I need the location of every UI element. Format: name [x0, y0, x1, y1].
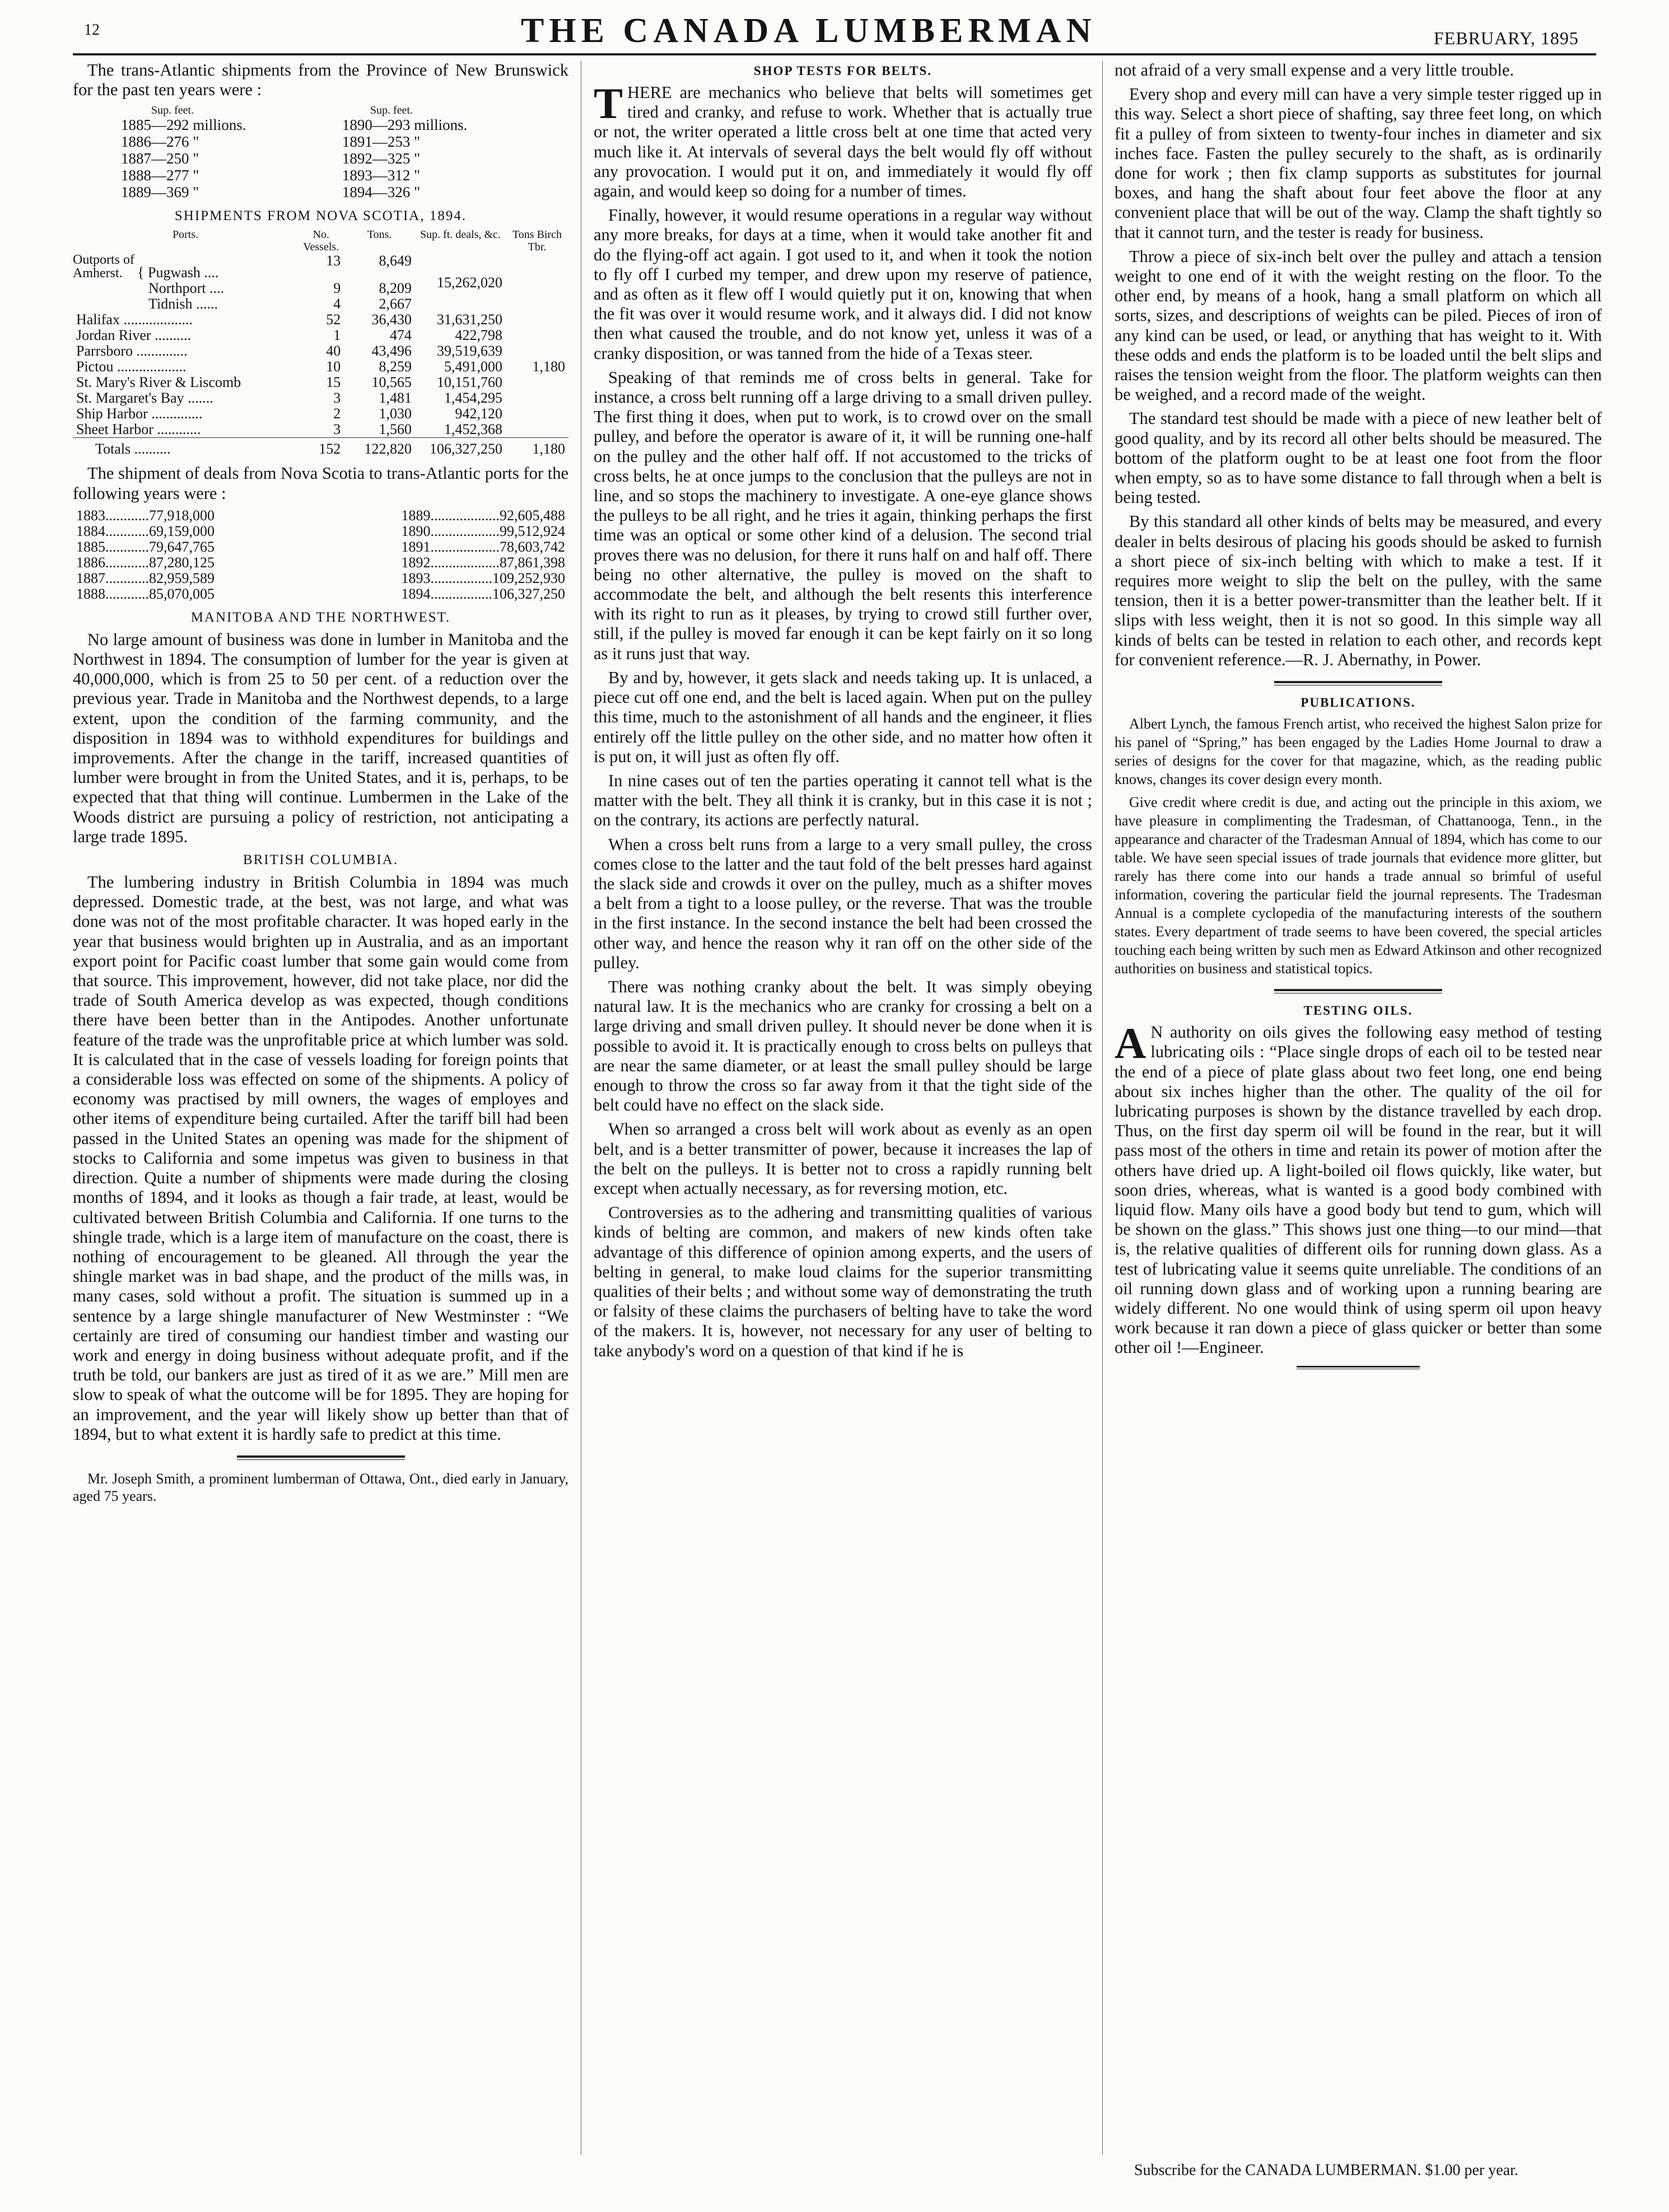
manitoba-paragraph: No large amount of business was done in lumber in Manitoba and the Northwest in 1894. The consumption of lumber for the year is given at 40,000,000, which is from 25 to 50 per cent. of a reduction over the previous year. Trade in Manitoba and the Northwest depends, to a large extent, upon the condition of the farming community, and the disposition in 1894 was to withhold expenditures for buildings and improvements. After the change in the tariff, increased quantities of lumber were brought in from the United States, and it is, perhaps, to be expected that that thing will continue. Lumbermen in the Lake of the Woods district are pursuing a policy of restriction, not anticipating a large trade 1895. [73, 629, 568, 846]
birch-cell [506, 328, 568, 343]
group-label: Outports of Amherst. [73, 253, 134, 281]
belts-paragraph [594, 79, 1092, 201]
deals-year: 1892 [401, 554, 431, 571]
birch-cell: 1,180 [532, 441, 565, 458]
issue-date: FEBRUARY, 1895 [1434, 28, 1579, 48]
nb-intro: The trans-Atlantic shipments from the Province of New Brunswick for the past ten years were : [73, 60, 568, 100]
deals-intro: The shipment of deals from Nova Scotia to trans-Atlantic ports for the following years were : [73, 464, 568, 503]
deals-value: 69,159,000 [149, 522, 215, 539]
table-row: Northport .... 9 8,209 [73, 281, 568, 296]
vessels-cell: 10 [326, 358, 341, 375]
belts-paragraph: By and by, however, it gets slack and needs taking up. It is unlaced, a piece cut off one end, and the belt is laced again. When put on the pulley this time, much to the astonishment of all hands and the engineer, it flies entirely off the little pulley on the other side, and no matter how often it is put on, it will just as often fly off. [594, 668, 1092, 766]
deals-value: 82,959,589 [149, 570, 215, 586]
col-header: Ports. [173, 228, 199, 241]
column-divider [1102, 60, 1103, 2155]
table-row: 1889—369 " 1894—326 " [121, 184, 421, 201]
vessels-cell: 13 [326, 253, 341, 269]
deals-value: 109,252,930 [492, 570, 565, 586]
section-divider [1297, 1366, 1420, 1369]
nb-value: 277 " [166, 167, 199, 184]
port-name: Sheet Harbor [76, 421, 153, 438]
tons-cell: 474 [390, 327, 412, 344]
deals-value: 77,918,000 [149, 507, 215, 524]
table-row: Outports of Amherst. { Pugwash .... 13 8,649 15,262,020 [73, 253, 568, 281]
tons-cell: 8,209 [379, 280, 412, 297]
birch-cell [506, 312, 568, 328]
header-rule [73, 53, 1596, 55]
publications-paragraph: Give credit where credit is due, and acting out the principle in this axiom, we have pleasure in complimenting the Tradesman, of Chattanooga, Tenn., in the appearance and character of the Tradesman Annual of 1894, which has come to our table. We have seen special issues of trade journals that evidence more glitter, but rarely has there come into our hands a trade annual so brimful of useful information, covering the particular field the journal represents. The Tradesman Annual is a complete cyclopedia of the manufacturing interests of the southern states. Every department of trade seems to have been covered, the special articles touching each being written by such men as Edward Atkinson and other recognized authorities on business and statistical topics. [1115, 794, 1602, 977]
deals-year: 1888 [76, 585, 105, 602]
vessels-cell: 15 [326, 374, 341, 391]
table-row [73, 375, 568, 390]
nb-value: 312 " [387, 167, 421, 184]
table-row: Halifax ................... 52 36,430 31,631,250 [73, 312, 568, 328]
birch-cell: 1,180 [532, 358, 565, 375]
port-name: Jordan River [76, 327, 151, 344]
vessels-cell: 1 [333, 327, 341, 344]
port-name: Pictou [76, 358, 114, 375]
vessels-cell: 4 [333, 296, 341, 312]
deals-year: 1883 [76, 507, 105, 524]
deals-cell: 106,327,250 [430, 441, 502, 458]
belts-paragraph: Speaking of that reminds me of cross belts in general. Take for instance, a cross belt running off a large driving to a small driven pulley. The first thing it does, when put to work, is to crowd over on the small pulley, and before the operator is aware of it, it will be running one-half on the pulley and the other half off. If not accustomed to the tricks of cross belts, he at once jumps to the conclusion that the pulleys are not in line, and so stops the machinery to investigate. A one-eye glance shows the pulleys to be all right, and he tries it again, thinking perhaps the first time was an optical or some other kind of a delusion. The second trial proves there was no delusion, for there it runs half on and half off. There being no other alternative, the pulley is moved on the shaft to accommodate the belt, and although the belt resents this interference with its right to run as it pleases, by trying to crowd still further over, still, if the pulley is moved far enough it can be kept fairly on it so long as it runs just that way. [594, 367, 1092, 663]
nb-year: 1887 [121, 150, 151, 167]
tons-cell: 1,481 [379, 390, 412, 407]
nb-value: 292 millions. [166, 116, 246, 134]
publications-heading: PUBLICATIONS. [1300, 696, 1416, 710]
bc-paragraph: The lumbering industry in British Columbia in 1894 was much depressed. Domestic trade, at the best, was not large, and what was done was not of the most profitable character. It was hoped early in the year that business would brighten up in Australia, and as an important export point for Pacific coast lumber that some gain would come from that source. This improvement, however, did not take place, nor did the trade of South America develop as was expected, though conditions there have been better than in the Antipodes. Another unfortunate feature of the trade was the unprofitable price at which lumber was sold. It is calculated that in the case of vessels loading for foreign points that a considerable loss was effected on some of the shipments. A policy of economy was practised by mill owners, the wages of employes and other items of expenditure being curtailed. After the tariff bill had been passed in the United States an opening was made for the shipment of stocks to California and some impetus was given to business in that direction. Quite a number of shipments were made during the closing months of 1894, and it looks as though a fair trade, at least, would be cultivated between British Columbia and California. If one turns to the shingle trade, which is a large item of manufacture on the coast, there is nothing of encouragement to be gleaned. All through the year the shingle market was in bad shape, and the product of the mills was, in many cases, sold without a profit. The situation is summed up in a sentence by a large shingle manufacturer of New Westminster : “We certainly are tired of consuming our handiest timber and wasting our work and energy in doing business without adequate profit, and if the truth be told, our bankers are just as tired of it as we are.” Mill men are slow to speak of what the outcome will be for 1895. They are hoping for an improvement, and the year will likely show up better than that of 1894, but to what extent it is hardly safe to predict at this time. [73, 872, 568, 1444]
manitoba-heading: MANITOBA AND THE NORTHWEST. [190, 609, 451, 625]
vessels-cell: 40 [326, 343, 341, 360]
page-header [0, 0, 1669, 53]
column-3 [1115, 60, 1602, 2166]
testing-oils-heading: TESTING OILS. [1303, 1004, 1413, 1018]
vessels-cell: 9 [333, 280, 341, 297]
port-name: Pugwash [147, 264, 201, 281]
deals-year: 1891 [401, 538, 431, 555]
table-row: 1885............79,647,765 1891...................78,603,742 [76, 538, 565, 555]
vessels-cell: 3 [333, 421, 341, 438]
bc-heading: BRITISH COLUMBIA. [243, 852, 399, 868]
deals-value: 92,605,488 [500, 507, 565, 524]
belts-continued-paragraph: Every shop and every mill can have a very simple tester rigged up in this way. Select a short piece of shafting, say three feet long, on which fit a pulley of from sixteen to twenty-four inches in diameter and six inches face. Fasten the pulley securely to the shaft, as is ordinarily done for work ; then fix clamp supports as substitutes for journal boxes, and hang the shaft about four feet above the floor at any convenient place that will be out of the way. Clamp the shaft tightly so that it cannot turn, and the tester is ready for business. [1115, 85, 1602, 242]
table-row: Ship Harbor .............. 2 1,030 942,120 [73, 406, 568, 422]
deals-value: 87,861,398 [500, 554, 565, 571]
nb-year: 1893 [342, 167, 372, 184]
table-row: 1884............69,159,000 1890...................99,512,924 [76, 522, 565, 539]
vessels-cell: 52 [326, 311, 341, 328]
deals-year: 1890 [401, 522, 431, 539]
tons-cell: 1,030 [379, 405, 412, 422]
nb-value: 276 " [166, 133, 199, 151]
deals-value: 78,603,742 [500, 538, 565, 555]
deals-cell: 1,454,295 [444, 390, 502, 407]
vessels-cell: 3 [333, 390, 341, 407]
drop-cap: T [594, 79, 623, 128]
nb-year: 1888 [121, 167, 151, 184]
col-header: Tons Birch Tbr. [512, 228, 562, 254]
deals-year: 1884 [76, 522, 105, 539]
table-row: 1886............87,280,125 1892...................87,861,398 [76, 554, 565, 571]
nb-header-right: Sup. feet. [370, 104, 413, 117]
table-row: Pictou ................... 10 8,259 5,491,000 1,180 [73, 359, 568, 375]
table-row: 1885—292 millions. 1890—293 millions. [121, 116, 468, 134]
vessels-cell: 2 [333, 405, 341, 422]
deals-cell: 15,262,020 [437, 274, 502, 291]
belts-paragraph: When so arranged a cross belt will work about as evenly as an open belt, and is a better transmitter of power, because it increases the lap of the belt on the pulleys. It is better not to cross a rapidly running belt except when actually necessary, as for reversing motion, etc. [594, 1119, 1092, 1198]
nb-header-left: Sup. feet. [151, 104, 194, 117]
tons-cell: 8,649 [379, 253, 412, 269]
section-divider [1274, 989, 1442, 993]
belts-paragraph: There was nothing cranky about the belt. It was simply obeying natural law. It is the mechanics who are cranky for crossing a belt on a large driving and small driven pulley. It should never be done when it is possible to avoid it. It is practically enough to cross belts on pulleys that are near the same diameter, or at least the small pulley should be large enough to throw the cross so far away from it that the tight side of the belt could have no effect on the slack side. [594, 977, 1092, 1115]
port-name: Parrsboro [76, 343, 133, 360]
tons-cell: 1,560 [379, 421, 412, 438]
nb-year: 1892 [342, 150, 372, 167]
deals-cell: 1,452,368 [444, 421, 502, 438]
column-2 [594, 60, 1092, 2166]
nb-year: 1894 [342, 184, 372, 201]
col-header: Tons. [367, 228, 392, 241]
vessels-cell: 152 [319, 441, 341, 458]
nb-year: 1886 [121, 133, 151, 151]
birch-cell [506, 406, 568, 422]
table-row: 1888—277 " 1893—312 " [121, 167, 421, 184]
deals-cell: 5,491,000 [444, 358, 502, 375]
table-row: Jordan River .......... 1 474 422,798 [73, 328, 568, 343]
belts-article-title: SHOP TESTS FOR BELTS. [753, 64, 933, 78]
port-name: St. Margaret's Bay [76, 390, 184, 407]
paragraph-text: N authority on oils gives the following easy method of testing lubricating oils : “Place single drops of each oil to be tested near the end of a piece of plate glass about two feet long, one end being about six inches higher than the other. The quality of the oil for lubricating purposes is shown by the distance travelled by each drop. Thus, on the first day sperm oil will be found in the rear, but it will pass most of the others in time and retain its power of motion after the others have dried up. A light-boiled oil flows quickly, like water, but soon dries, whereas, what is wanted is a good body combined with liquid flow. Many oils have a good body but tend to gum, which will be shown on the glass.” This shows just one thing—to our mind—that is, the relative qualities of different oils for running down glass. As a test of lubricating value it seems quite unreliable. The conditions of an oil running down glass and of working upon a running bearing are widely different. No one would think of using sperm oil upon heavy work because it ran down a piece of glass quicker or better than some other oil !—Engineer. [1115, 1023, 1602, 1357]
deals-cell: 31,631,250 [437, 311, 502, 328]
table-row: 1887—250 " 1892—325 " [121, 150, 421, 167]
table-row: 1886—276 " 1891—253 " [121, 133, 421, 151]
deals-year: 1885 [76, 538, 105, 555]
deals-year: 1894 [401, 585, 431, 602]
nb-value: 369 " [166, 184, 199, 201]
deals-cell: 10,151,760 [437, 374, 502, 391]
ns-shipments-table [73, 228, 568, 457]
port-name: Tidnish [148, 296, 193, 312]
nb-value: 326 " [387, 184, 421, 201]
totals-row: Totals .......... 152 122,820 106,327,250 1,180 [73, 438, 568, 458]
deals-value: 85,070,005 [149, 585, 215, 602]
belts-continued-paragraph: not afraid of a very small expense and a very little trouble. [1115, 60, 1514, 80]
paragraph-text: HERE are mechanics who believe that belts will sometimes get tired and cranky, and refuse to work. Whether that is actually true or not, the writer operated a little cross belt at one time that acted very much like it. At intervals of several days the belt would fly off without any provocation. I would put it on, and immediately it would fly off again, and would keep so doing for a number of times. [594, 83, 1092, 201]
col-header: Sup. ft. deals, &c. [420, 228, 501, 241]
nb-value: 250 " [166, 150, 199, 167]
ns-table-title: SHIPMENTS FROM NOVA SCOTIA, 1894. [174, 208, 467, 224]
belts-paragraph: Finally, however, it would resume operations in a regular way without any more breaks, for days at a time, when it would take another fit and do the flying-off act again. I got used to it, and when it took the notion to fly off I curbed my temper, and drew upon my reserve of patience, and as often as it flew off I would quietly put it on, knowing that when the fit was over it would resume work, and it always did. I did not know then what caused the trouble, and do not know yet, unless it was of a cranky disposition, or was tanned from the hide of a Texas steer. [594, 206, 1092, 363]
nb-year: 1885 [121, 116, 151, 134]
belts-continued-paragraph: Throw a piece of six-inch belt over the pulley and attach a tension weight to one end of it with the weight resting on the floor. To the other end, by means of a hook, hang a small platform on which all sorts, sizes, and descriptions of weights can be piled. Pieces of iron of any kind can be used, or lead, or anything that has weight to it. With these odds and ends the platform is to be loaded until the belt slips and raises the tension weight from the floor. The platform weights can then be weighed, and a record made of the weight. [1115, 246, 1602, 404]
belts-paragraph: In nine cases out of ten the parties operating it cannot tell what is the matter with the belt. They all think it is cranky, but in this case it is not ; on the contrary, its actions are perfectly natural. [594, 771, 1092, 830]
tons-cell: 122,820 [364, 441, 412, 458]
nb-year: 1890 [342, 116, 372, 134]
tons-cell: 2,667 [379, 296, 412, 312]
nb-value: 253 " [387, 133, 421, 151]
deals-year: 1887 [76, 570, 105, 586]
tons-cell: 36,430 [371, 311, 412, 328]
table-row: St. Margaret's Bay ....... 3 1,481 1,454,295 [73, 390, 568, 406]
nb-shipments-table [118, 104, 543, 200]
birch-cell [506, 422, 568, 438]
totals-label: Totals [95, 441, 131, 458]
tons-cell: 10,565 [371, 374, 412, 391]
deals-cell: 422,798 [455, 327, 502, 344]
table-row: Sheet Harbor ............ 3 1,560 1,452,368 [73, 422, 568, 438]
deals-cell: 39,519,639 [437, 343, 502, 360]
drop-cap: A [1115, 1019, 1146, 1068]
port-name: Ship Harbor [76, 405, 148, 422]
birch-cell [506, 375, 568, 390]
tons-cell: 8,259 [379, 358, 412, 375]
table-row: Tidnish ...... 4 2,667 [73, 296, 568, 312]
deals-cell: 942,120 [455, 405, 502, 422]
port-name: Halifax [76, 311, 120, 328]
publications-paragraph: Albert Lynch, the famous French artist, who received the highest Salon prize for his panel of “Spring,” has been engaged by the Ladies Home Journal to draw a series of designs for the cover for that magazine, which, as the reading public knows, changes its cover design every month. [1115, 716, 1602, 788]
obituary-note: Mr. Joseph Smith, a prominent lumberman of Ottawa, Ont., died early in January, aged 75 years. [73, 1470, 568, 1504]
nb-year: 1889 [121, 184, 151, 201]
ns-deals-table [73, 508, 568, 602]
column-1 [73, 60, 568, 2144]
deals-value: 106,327,250 [492, 585, 565, 602]
testing-oils-paragraph [1115, 1019, 1602, 1357]
table-row: 1887............82,959,589 1893.................109,252,930 [76, 570, 565, 586]
deals-year: 1889 [401, 507, 431, 524]
table-row: 1883............77,918,000 1889...................92,605,488 [76, 507, 565, 524]
deals-year: 1893 [401, 570, 431, 586]
deals-value: 99,512,924 [500, 522, 565, 539]
masthead-title: THE CANADA LUMBERMAN [521, 12, 1097, 50]
section-divider [1274, 681, 1442, 685]
belts-paragraph: When a cross belt runs from a large to a very small pulley, the cross comes close to the latter and the taut fold of the belt presses hard against the slack side and crowds it over on the pulley, much as a shifter moves a belt from a tight to a loose pulley, or the reverse. That was the trouble in the first instance. In the second instance the belt had been crossed the other way, and hence the reason why it ran off on the other side of the pulley. [594, 834, 1092, 972]
port-name: St. Mary's River & Liscomb [76, 374, 241, 391]
belts-continued-paragraph: The standard test should be made with a piece of new leather belt of good quality, and by its record all other belts should be measured. The bottom of the platform ought to be at least one foot from the floor when empty, so as to have some distance to fall through when a belt is being tested. [1115, 409, 1602, 507]
birch-cell [506, 343, 568, 359]
port-name: Northport [148, 280, 206, 297]
belts-paragraph: Controversies as to the adhering and transmitting qualities of various kinds of belting are common, and makers of new kinds often take advantage of this difference of opinion among experts, and the users of belting in general, to make loud claims for the superior transmitting qualities of their belts ; and without some way of demonstrating the truth or falsity of these claims the purchasers of belting have to take the word of the makers. It is, however, not necessary for any user of belting to take anybody's word on a question of that kind if he is [594, 1203, 1092, 1360]
col-header: No. Vessels. [303, 228, 339, 254]
tons-cell: 43,496 [371, 343, 412, 360]
table-row: Parrsboro .............. 40 43,496 39,519,639 [73, 343, 568, 359]
nb-year: 1891 [342, 133, 372, 151]
nb-value: 293 millions. [387, 116, 468, 134]
deals-value: 87,280,125 [149, 554, 215, 571]
nb-value: 325 " [387, 150, 421, 167]
deals-value: 79,647,765 [149, 538, 215, 555]
belts-continued-paragraph: By this standard all other kinds of belts may be measured, and every dealer in belts desirous of placing his goods should be asked to furnish a short piece of six-inch belting with which to make a test. If it requires more weight to slip the belt on the pulley, with the same tension, then it is a better power-transmitter than the leather belt. If it slips with less weight, then it is not so good. In this simple way all kinds of belts can be tested in relation to each other, and records kept for convenient reference.—R. J. Abernathy, in Power. [1115, 512, 1602, 669]
deals-year: 1886 [76, 554, 105, 571]
page-number: 12 [84, 21, 100, 39]
subscribe-notice: Subscribe for the CANADA LUMBERMAN. $1.00 per year. [1134, 2162, 1518, 2179]
section-divider [237, 1455, 405, 1460]
table-row: 1888............85,070,005 1894.................106,327,250 [76, 585, 565, 602]
birch-cell [506, 390, 568, 406]
